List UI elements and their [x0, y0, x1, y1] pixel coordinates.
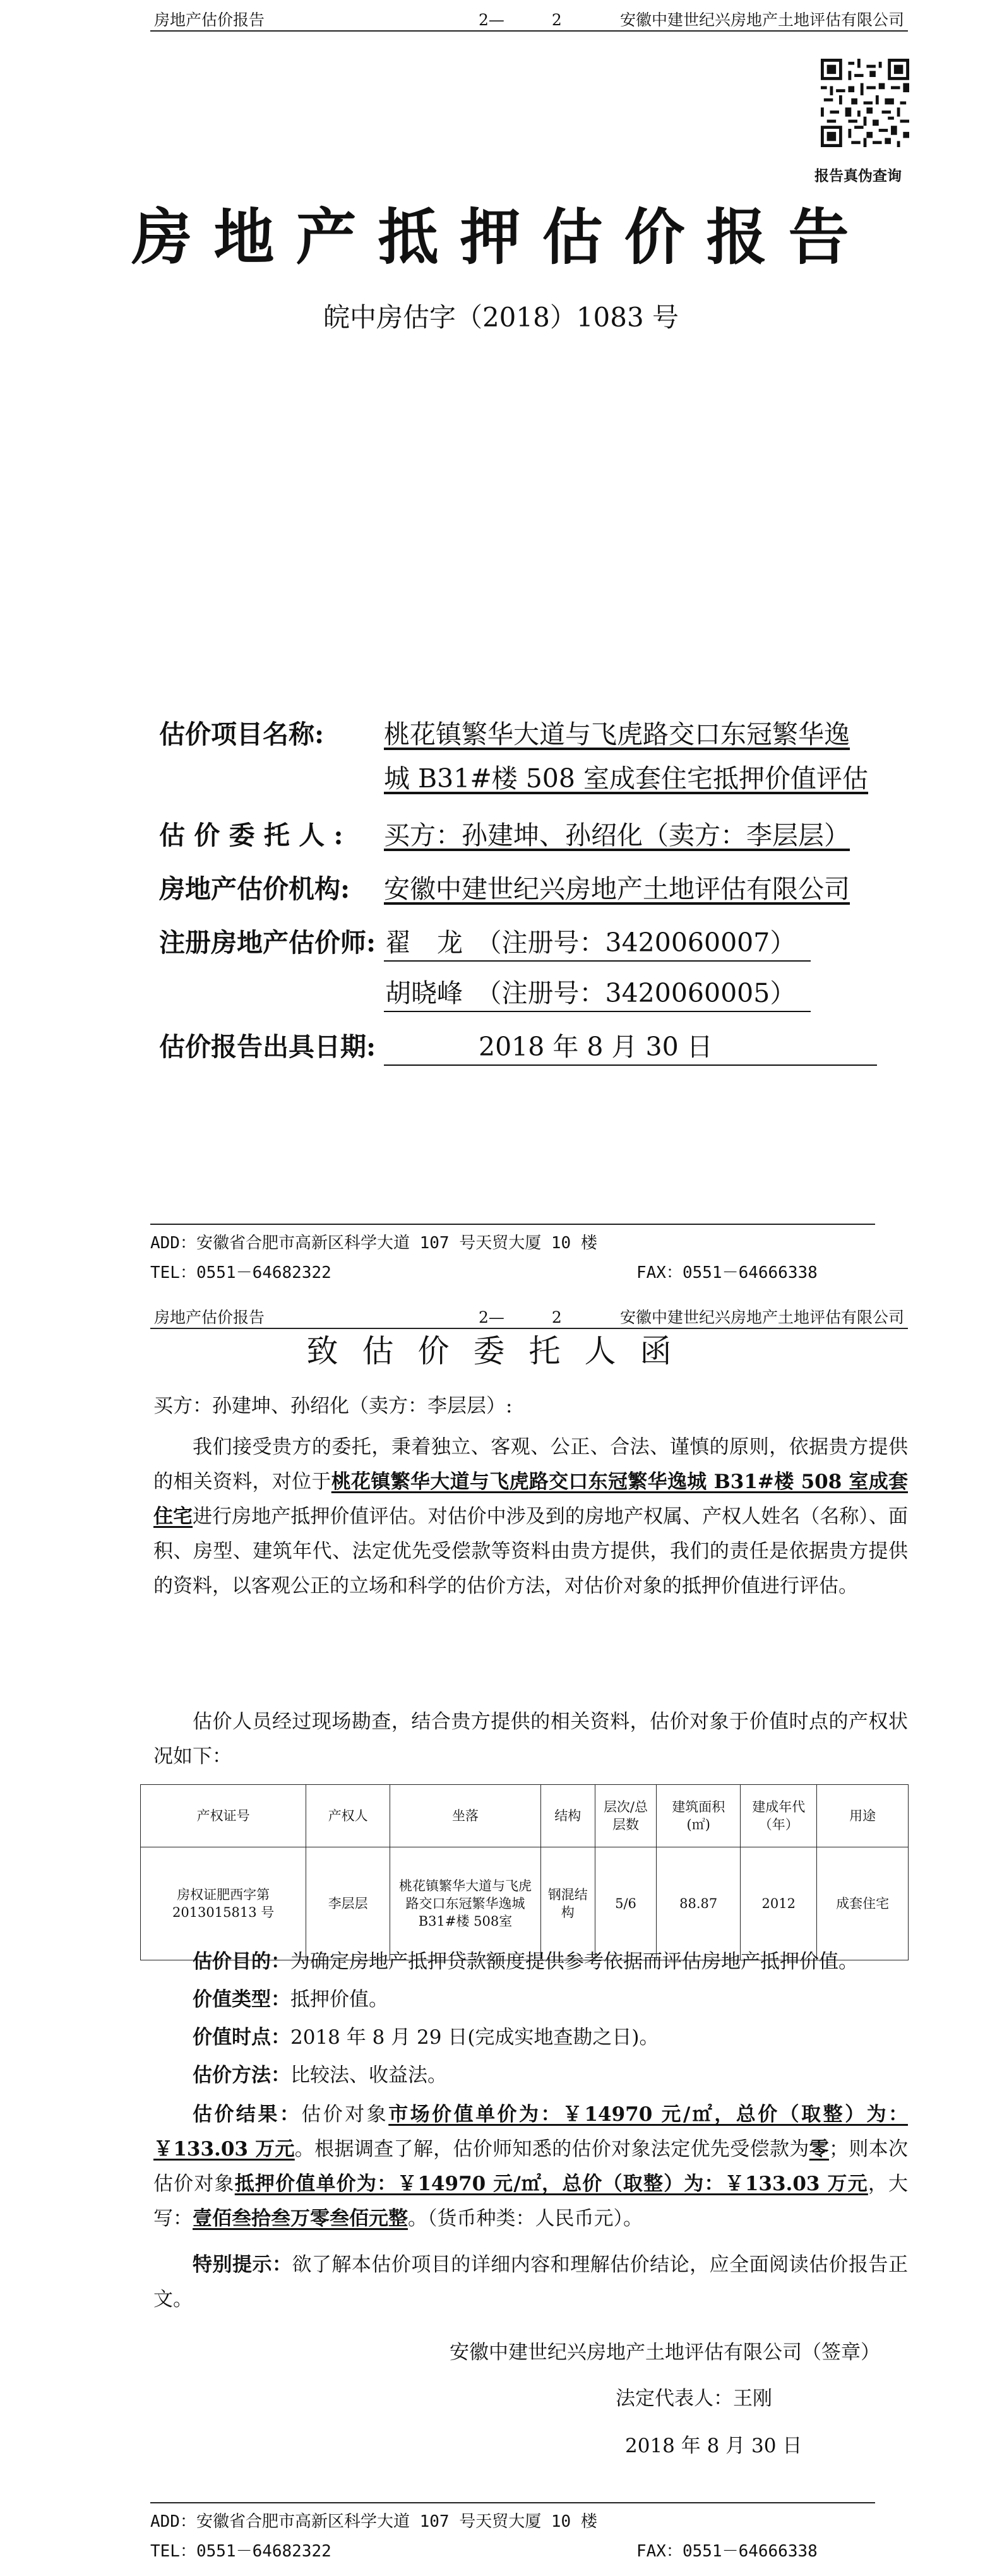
client-value: 买方：孙建坤、孙绍化（卖方：李层层）	[384, 820, 850, 850]
result-text-9: 。（货币种类：人民币元）。	[408, 2207, 643, 2230]
agency-row	[159, 868, 850, 905]
value-date-label: 价值时点：	[193, 2026, 290, 2049]
signature-representative: 法定代表人：王刚	[616, 2387, 772, 2410]
method-line	[153, 2058, 908, 2093]
appraiser-label: 注册房地产估价师:	[159, 927, 376, 958]
letter-paragraph-2: 估价人员经过现场勘查，结合贵方提供的相关资料，估价对象于价值时点的产权状况如下：	[153, 1710, 908, 1768]
agency-label: 房地产估价机构:	[159, 874, 350, 904]
footer-address-2: ADD：安徽省合肥市高新区科学大道 107 号天贸大厦 10 楼	[150, 2512, 597, 2531]
qr-label: 报告真伪查询	[814, 167, 902, 184]
p1-text-c: 进行房地产抵押价值评估。对估价中涉及到的房地产权属、产权人姓名（名称）、面积、房型、建筑年代、法定优先受偿款等资料由贵方提供，我们的责任是依据贵方提供的资料，以客观公正的立场和科学的估价方法，对估价对象的抵押价值进行评估。	[153, 1505, 909, 1597]
priority-payment: 零	[809, 2138, 829, 2161]
p1-text-a: 我们接受贵方的委托，秉着独立、客观、公正、合法、谨慎的原则，依据贵方提供的相关资料，对位于	[153, 1436, 908, 1493]
value-type-line	[153, 1983, 908, 2017]
client-row	[159, 814, 850, 852]
page-footer	[150, 1224, 908, 1285]
appraiser-2-value: 胡晓峰 （注册号：3420060005）	[384, 972, 811, 1012]
footer-tel: TEL：0551－64682322	[150, 1263, 331, 1282]
report-title: 房地产抵押估价报告	[131, 201, 871, 273]
table-cell: 5/6	[595, 1847, 657, 1960]
value-date-value: 2018 年 8 月 29 日(完成实地查勘之日)。	[290, 2026, 659, 2049]
footer-divider-2	[150, 2502, 875, 2503]
qr-code-icon	[821, 59, 909, 147]
issue-date-label: 估价报告出具日期:	[159, 1032, 376, 1062]
purpose-line	[153, 1945, 908, 1979]
table-header: 建成年代（年）	[741, 1785, 817, 1847]
property-table	[140, 1784, 909, 1960]
result-text-1: 估价对象	[301, 2103, 389, 2126]
result-paragraph	[153, 2097, 908, 2236]
header-company: 安徽中建世纪兴房地产土地评估有限公司	[619, 11, 904, 29]
amount-in-words: 壹佰叁拾叁万零叁佰元整	[193, 2207, 408, 2230]
header-left-2: 房地产估价报告	[154, 1308, 265, 1327]
table-cell: 成套住宅	[817, 1847, 909, 1960]
table-header: 产权证号	[141, 1785, 306, 1847]
value-type-value: 抵押价值。	[290, 1988, 388, 2011]
footer-fax-2: FAX：0551－64666338	[636, 2542, 818, 2561]
project-name-row-2	[159, 758, 868, 795]
value-date-line	[153, 2020, 908, 2055]
letter-addressee: 买方：孙建坤、孙绍化（卖方：李层层）:	[153, 1395, 513, 1417]
tip-value: 欲了解本估价项目的详细内容和理解估价结论，应全面阅读估价报告正文。	[153, 2253, 909, 2311]
purpose-value: 为确定房地产抵押贷款额度提供参考依据而评估房地产抵押价值。	[290, 1950, 858, 1973]
mortgage-value: 抵押价值单价为：￥14970 元/㎡，总价（取整）为：￥133.03 万元	[234, 2173, 868, 2195]
footer-divider	[150, 1224, 875, 1225]
client-label: 估 价 委 托 人 :	[159, 820, 343, 850]
method-value: 比较法、收益法。	[290, 2064, 447, 2087]
project-name-value-2: 城 B31#楼 508 室成套住宅抵押价值评估	[384, 763, 869, 794]
special-tip	[153, 2248, 908, 2317]
table-header: 层次/总层数	[595, 1785, 657, 1847]
result-text-3: 。根据调查了解，估价师知悉的估价对象法定优先受偿款为	[294, 2138, 809, 2161]
result-text-5: ；则本次估价对象	[153, 2138, 909, 2195]
table-cell: 88.87	[657, 1847, 741, 1960]
project-name-row	[159, 713, 850, 751]
page-footer-2	[150, 2502, 908, 2563]
header-page-number-2: 2— 2	[479, 1308, 562, 1327]
table-cell: 房权证肥西字第2013015813 号	[141, 1847, 306, 1960]
issue-date-row	[159, 1026, 877, 1066]
project-name-label: 估价项目名称:	[159, 719, 325, 749]
table-row	[141, 1847, 909, 1960]
p1-property-address: 桃花镇繁华大道与飞虎路交口东冠繁华逸城 B31#楼 508 室成套住宅	[153, 1470, 909, 1528]
issue-date-value: 2018 年 8 月 30 日	[384, 1026, 877, 1066]
result-text-7: ，大写：	[153, 2173, 909, 2230]
appraiser-row-2	[159, 972, 811, 1012]
signature-company: 安徽中建世纪兴房地产土地评估有限公司（签章）	[450, 2341, 880, 2364]
footer-fax: FAX：0551－64666338	[636, 1263, 818, 1282]
table-header: 坐落	[390, 1785, 541, 1847]
agency-value: 安徽中建世纪兴房地产土地评估有限公司	[384, 874, 850, 904]
page-header	[150, 0, 908, 32]
table-header: 建筑面积(㎡)	[657, 1785, 741, 1847]
table-header: 结构	[540, 1785, 595, 1847]
table-cell: 桃花镇繁华大道与飞虎路交口东冠繁华逸城 B31#楼 508室	[390, 1847, 541, 1960]
table-header: 产权人	[306, 1785, 390, 1847]
project-name-value: 桃花镇繁华大道与飞虎路交口东冠繁华逸	[384, 719, 850, 749]
table-cell: 2012	[741, 1847, 817, 1960]
table-cell: 李层层	[306, 1847, 390, 1960]
appraiser-row	[159, 922, 811, 962]
value-type-label: 价值类型：	[193, 1988, 290, 2011]
table-cell: 钢混结构	[540, 1847, 595, 1960]
header-page-number: 2— 2	[479, 11, 562, 29]
letter-paragraph-1	[153, 1430, 908, 1604]
footer-tel-2: TEL：0551－64682322	[150, 2542, 331, 2561]
signature-date: 2018 年 8 月 30 日	[625, 2435, 802, 2457]
header-company-2: 安徽中建世纪兴房地产土地评估有限公司	[619, 1308, 904, 1327]
table-header: 用途	[817, 1785, 909, 1847]
purpose-label: 估价目的：	[193, 1950, 290, 1973]
page-header-2	[150, 1297, 908, 1329]
header-left: 房地产估价报告	[154, 11, 265, 29]
appraiser-1-value: 翟 龙 （注册号：3420060007）	[384, 922, 811, 962]
tip-label: 特别提示：	[193, 2253, 292, 2276]
footer-address: ADD：安徽省合肥市高新区科学大道 107 号天贸大厦 10 楼	[150, 1234, 597, 1253]
letter-title: 致估价委托人函	[306, 1333, 696, 1369]
document-number: 皖中房估字（2018）1083 号	[323, 302, 679, 333]
market-value: 市场价值单价为：￥14970 元/㎡，总价（取整）为：￥133.03 万元	[153, 2103, 909, 2161]
table-header-row	[141, 1785, 909, 1847]
method-label: 估价方法：	[193, 2064, 290, 2087]
result-label: 估价结果：	[193, 2103, 302, 2126]
